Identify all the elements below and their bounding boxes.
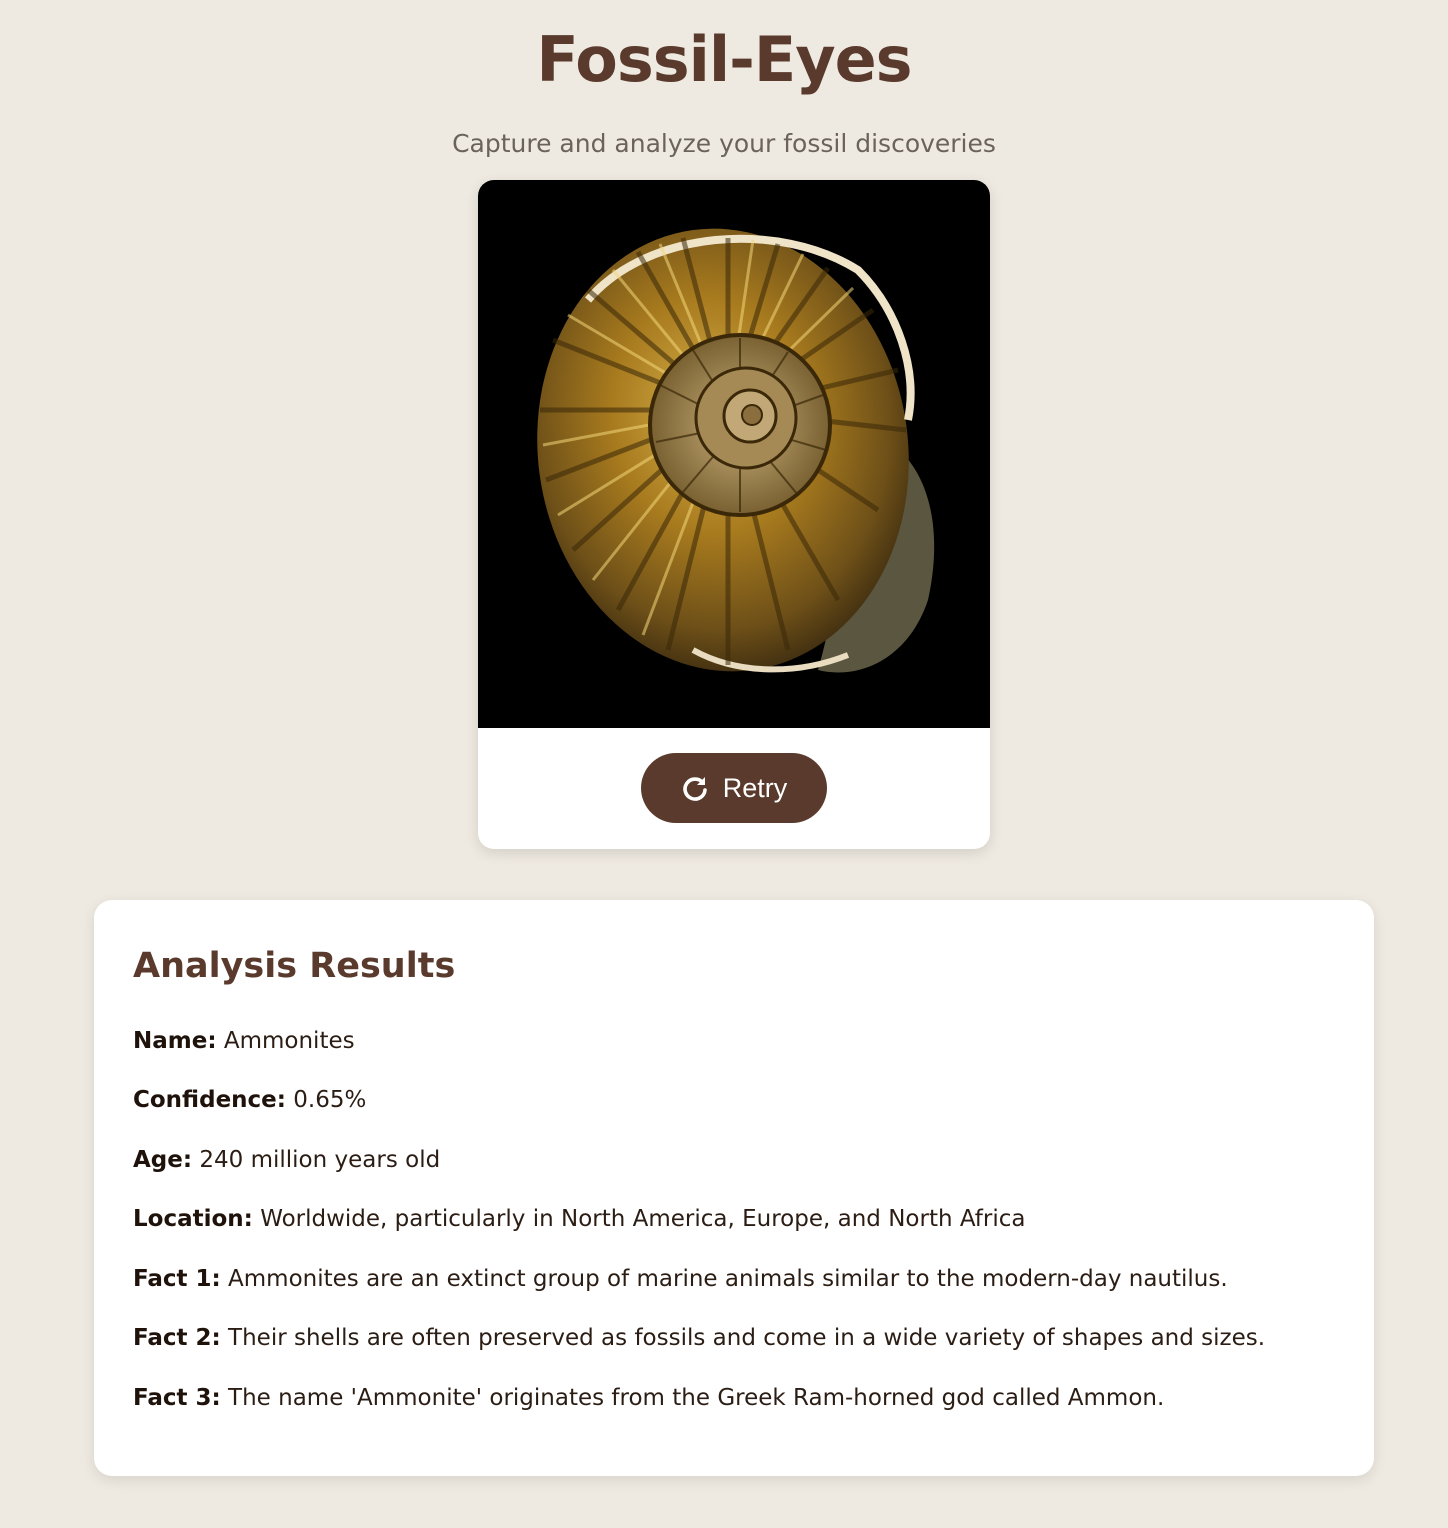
result-value: Ammonites xyxy=(223,1028,355,1054)
fossil-photo xyxy=(478,180,990,728)
result-age xyxy=(133,1143,440,1177)
results-heading: Analysis Results xyxy=(133,946,456,986)
app-title: Fossil-Eyes xyxy=(536,23,912,96)
result-label: Confidence: xyxy=(133,1087,286,1113)
app-subtitle: Capture and analyze your fossil discoveries xyxy=(452,129,996,158)
result-value: Worldwide, particularly in North America, Europe, and North Africa xyxy=(260,1206,1026,1232)
result-label: Age: xyxy=(133,1147,193,1173)
result-fact-2 xyxy=(133,1321,1265,1355)
retry-label: Retry xyxy=(722,772,788,803)
result-confidence xyxy=(133,1083,366,1117)
result-value: 240 million years old xyxy=(199,1147,441,1173)
result-fact-3 xyxy=(133,1381,1164,1415)
result-value: Their shells are often preserved as fossils and come in a wide variety of shapes and sizes. xyxy=(228,1325,1266,1351)
capture-card xyxy=(478,180,990,849)
result-fact-1 xyxy=(133,1262,1228,1296)
result-label: Location: xyxy=(133,1206,253,1232)
retry-button[interactable] xyxy=(641,753,827,823)
ammonite-image xyxy=(478,180,990,728)
result-value: 0.65% xyxy=(293,1087,367,1113)
refresh-icon xyxy=(681,774,709,802)
result-label: Fact 3: xyxy=(133,1385,221,1411)
result-location xyxy=(133,1202,1025,1236)
analysis-results-card xyxy=(94,900,1374,1476)
result-name xyxy=(133,1024,355,1058)
result-label: Name: xyxy=(133,1028,217,1054)
result-label: Fact 2: xyxy=(133,1325,221,1351)
result-value: Ammonites are an extinct group of marine animals similar to the modern-day nautilus. xyxy=(228,1266,1228,1292)
result-label: Fact 1: xyxy=(133,1266,221,1292)
result-value: The name 'Ammonite' originates from the Greek Ram-horned god called Ammon. xyxy=(228,1385,1165,1411)
